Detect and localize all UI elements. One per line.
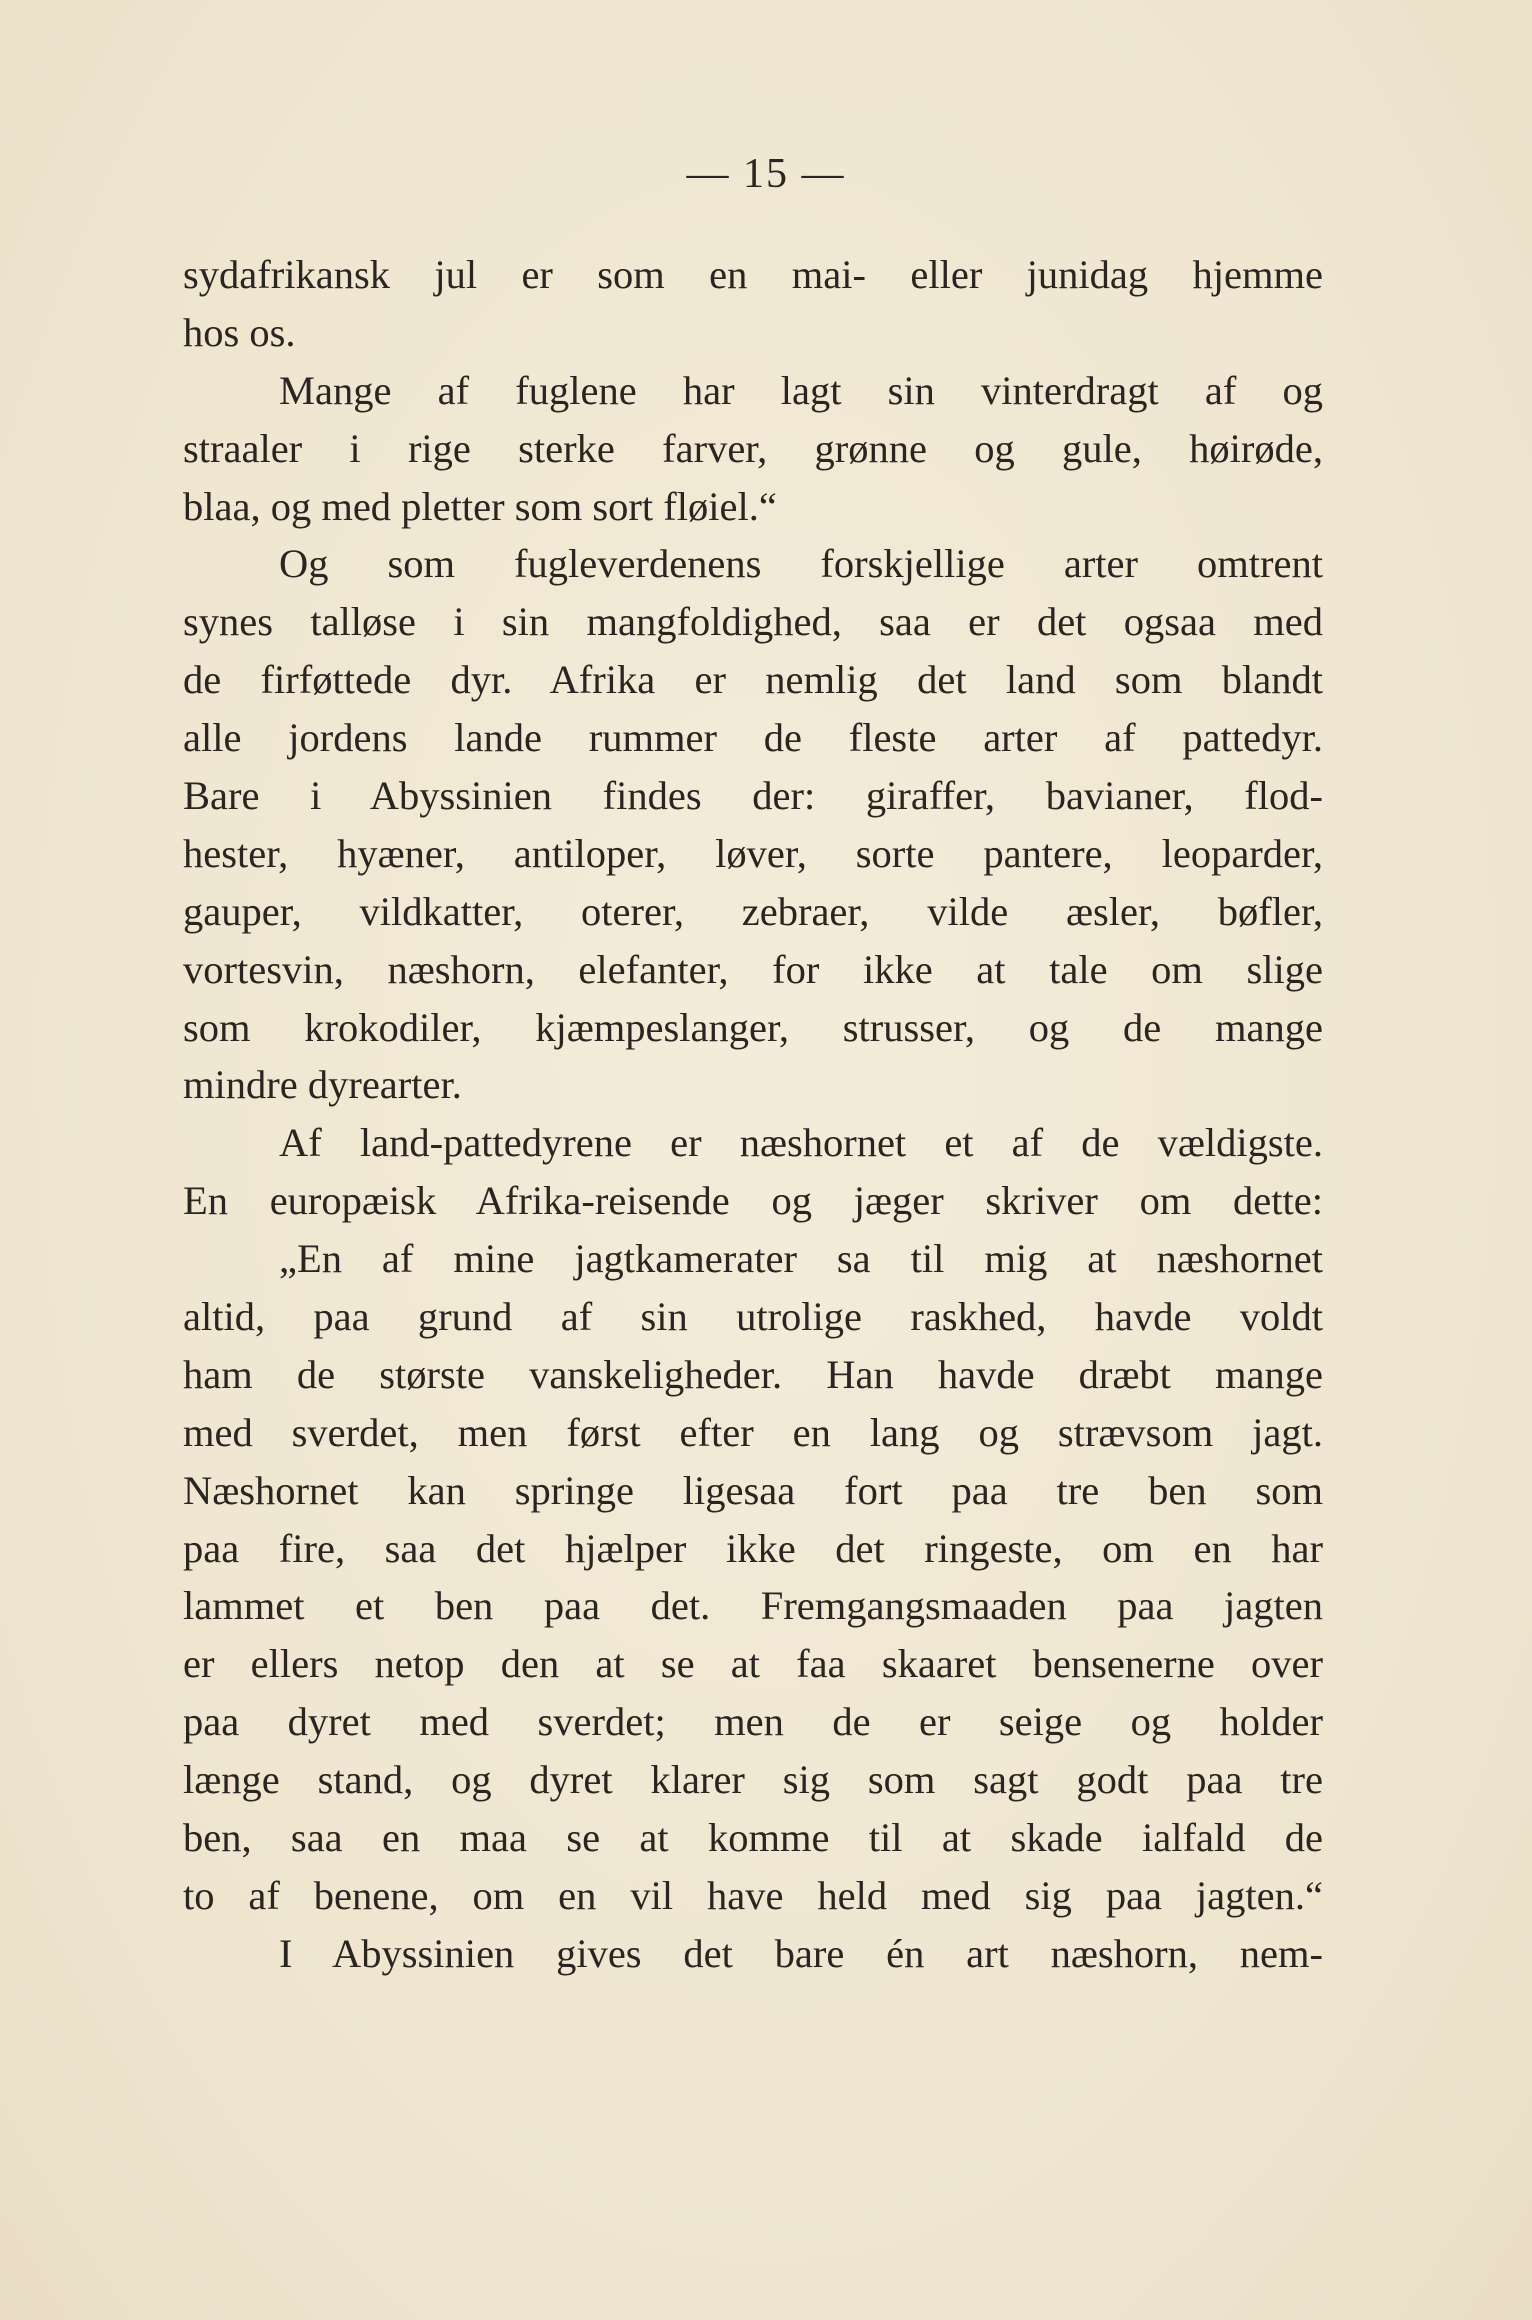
text-line: I Abyssinien gives det bare én art næshorn, nem- — [279, 1930, 1323, 1976]
text-line: alle jordens lande rummer de fleste arter af pattedyr. — [183, 715, 1323, 761]
text-line: Mange af fuglene har lagt sin vinterdragt af og — [279, 367, 1323, 413]
text-line: paa fire, saa det hjælper ikke det ringeste, om en har — [183, 1525, 1323, 1571]
text-line: med sverdet, men først efter en lang og strævsom jagt. — [183, 1409, 1323, 1455]
text-line: Og som fugleverdenens forskjellige arter omtrent — [279, 541, 1323, 587]
text-line: gauper, vildkatter, oterer, zebraer, vilde æsler, bøfler, — [183, 888, 1323, 934]
text-line: som krokodiler, kjæmpeslanger, strusser, og de mange — [183, 1004, 1323, 1050]
text-line: paa dyret med sverdet; men de er seige og holder — [183, 1699, 1323, 1745]
text-line: straaler i rige sterke farver, grønne og gule, høirøde, — [183, 425, 1323, 471]
text-line: mindre dyrearter. — [183, 1062, 462, 1108]
text-line: to af benene, om en vil have held med sig paa jagten.“ — [183, 1872, 1323, 1918]
text-line: synes talløse i sin mangfoldighed, saa er det ogsaa med — [183, 599, 1323, 645]
text-line: hester, hyæner, antiloper, løver, sorte pantere, leoparder, — [183, 830, 1323, 876]
text-line: altid, paa grund af sin utrolige raskhed, havde voldt — [183, 1294, 1323, 1340]
text-line: Af land-pattedyrene er næshornet et af de vældigste. — [279, 1120, 1323, 1166]
page-number: — 15 — — [686, 151, 846, 197]
text-line: ben, saa en maa se at komme til at skade ialfald de — [183, 1815, 1323, 1861]
text-line: lammet et ben paa det. Fremgangsmaaden paa jagten — [183, 1583, 1323, 1629]
text-line: hos os. — [183, 309, 296, 355]
text-line: „En af mine jagtkamerater sa til mig at næshornet — [279, 1236, 1323, 1282]
text-line: vortesvin, næshorn, elefanter, for ikke at tale om slige — [183, 946, 1323, 992]
text-line: er ellers netop den at se at faa skaaret bensenerne over — [183, 1641, 1323, 1687]
text-line: længe stand, og dyret klarer sig som sagt godt paa tre — [183, 1757, 1323, 1803]
text-line: Bare i Abyssinien findes der: giraffer, bavianer, flod- — [183, 773, 1323, 819]
text-line: En europæisk Afrika-reisende og jæger skriver om dette: — [183, 1178, 1323, 1224]
text-line: blaa, og med pletter som sort fløiel.“ — [183, 483, 777, 529]
body-text — [183, 246, 1323, 1983]
text-line: sydafrikansk jul er som en mai- eller junidag hjemme — [183, 252, 1323, 297]
text-line: Næshornet kan springe ligesaa fort paa tre ben som — [183, 1467, 1323, 1513]
text-line: ham de største vanskeligheder. Han havde dræbt mange — [183, 1351, 1323, 1397]
text-line: de firføttede dyr. Afrika er nemlig det land som blandt — [183, 657, 1323, 703]
